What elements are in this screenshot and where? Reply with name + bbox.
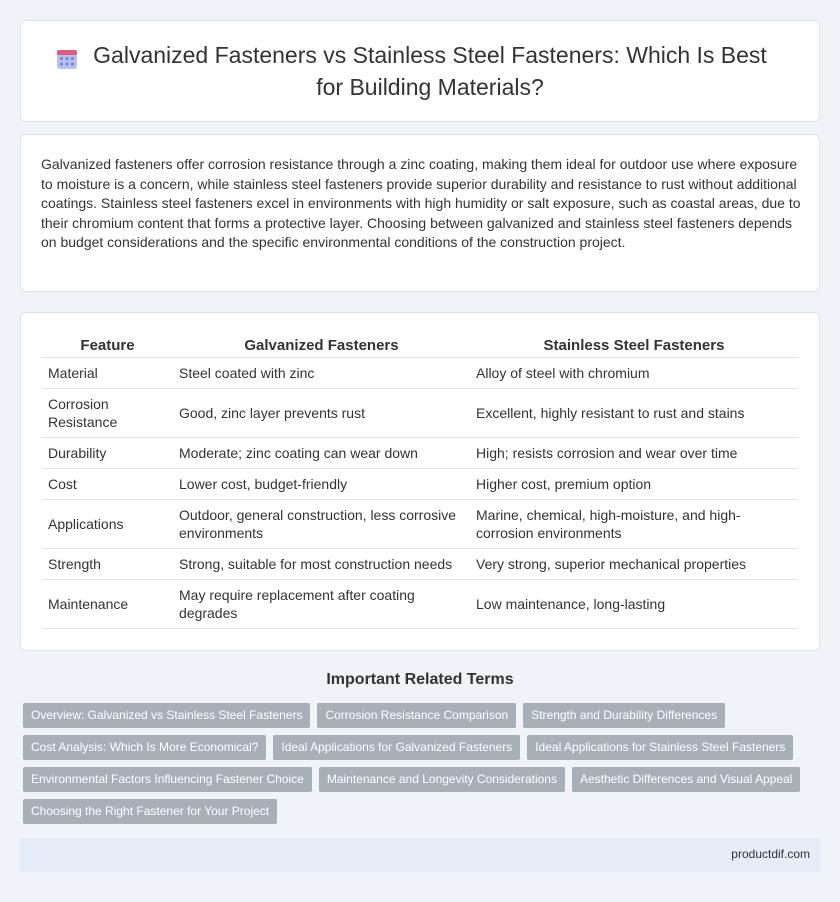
table-cell-feature: Maintenance [42,579,173,628]
table-cell-galvanized: Steel coated with zinc [173,357,470,388]
table-row [42,357,798,388]
table-cell-stainless: Marine, chemical, high-moisture, and high-corrosion environments [470,499,798,548]
column-header-galvanized: Galvanized Fasteners [173,335,470,357]
page-title: Galvanized Fasteners vs Stainless Steel Fasteners: Which Is Best for Building Materials? [93,42,767,100]
table-cell-feature: Cost [42,468,173,499]
table-cell-stainless: Excellent, highly resistant to rust and stains [470,388,798,437]
footer [20,838,820,872]
table-cell-galvanized: Lower cost, budget-friendly [173,468,470,499]
table-cell-feature: Material [42,357,173,388]
table-header-row [42,335,798,357]
table-cell-galvanized: Outdoor, general construction, less corrosive environments [173,499,470,548]
table-cell-stainless: Higher cost, premium option [470,468,798,499]
table-cell-galvanized: Strong, suitable for most construction needs [173,548,470,579]
related-tag[interactable]: Overview: Galvanized vs Stainless Steel Fasteners [23,703,310,728]
table-row [42,437,798,468]
table-cell-stainless: High; resists corrosion and wear over time [470,437,798,468]
table-cell-galvanized: May require replacement after coating degrades [173,579,470,628]
table-cell-stainless: Very strong, superior mechanical properties [470,548,798,579]
related-tag[interactable]: Strength and Durability Differences [523,703,725,728]
title-wrap [21,21,819,121]
related-tag[interactable]: Ideal Applications for Stainless Steel Fasteners [527,735,793,760]
table-cell-feature: Strength [42,548,173,579]
related-tag[interactable]: Choosing the Right Fastener for Your Project [23,799,277,824]
related-terms-title: Important Related Terms [326,671,514,688]
table-cell-stainless: Alloy of steel with chromium [470,357,798,388]
related-tag[interactable]: Maintenance and Longevity Considerations [319,767,565,792]
table-cell-galvanized: Good, zinc layer prevents rust [173,388,470,437]
table-cell-stainless: Low maintenance, long-lasting [470,579,798,628]
table-cell-galvanized: Moderate; zinc coating can wear down [173,437,470,468]
table-cell-feature: Durability [42,437,173,468]
intro-paragraph: Galvanized fasteners offer corrosion resistance through a zinc coating, making them ideal for outdoor use where exposure to moisture is a concern, while stainless steel fasteners provide superior durability and resistance to rust without additional coatings. Stainless steel fasteners excel in environments with high humidity or salt exposure, such as coastal areas, due to their chromium content that forms a protective layer. Choosing between galvanized and stainless steel fasteners depends on budget considerations and the specific environmental conditions of the construction project. [41,156,801,251]
column-header-feature: Feature [42,335,173,357]
column-header-stainless: Stainless Steel Fasteners [470,335,798,357]
related-tag[interactable]: Corrosion Resistance Comparison [317,703,516,728]
related-tag[interactable]: Cost Analysis: Which Is More Economical? [23,735,266,760]
table-row [42,468,798,499]
related-tag[interactable]: Ideal Applications for Galvanized Fasteners [273,735,520,760]
related-terms-tags [23,703,823,831]
comparison-table [42,335,798,629]
related-tag[interactable]: Environmental Factors Influencing Fastener Choice [23,767,312,792]
table-row [42,548,798,579]
intro-card [20,134,820,292]
table-cell-feature: Applications [42,499,173,548]
table-row [42,388,798,437]
table-row [42,579,798,628]
title-card [20,20,820,122]
table-row [42,499,798,548]
comparison-table-card [20,312,820,651]
related-tag[interactable]: Aesthetic Differences and Visual Appeal [572,767,800,792]
footer-site-link[interactable]: productdif.com [731,847,810,861]
table-cell-feature: Corrosion Resistance [42,388,173,437]
